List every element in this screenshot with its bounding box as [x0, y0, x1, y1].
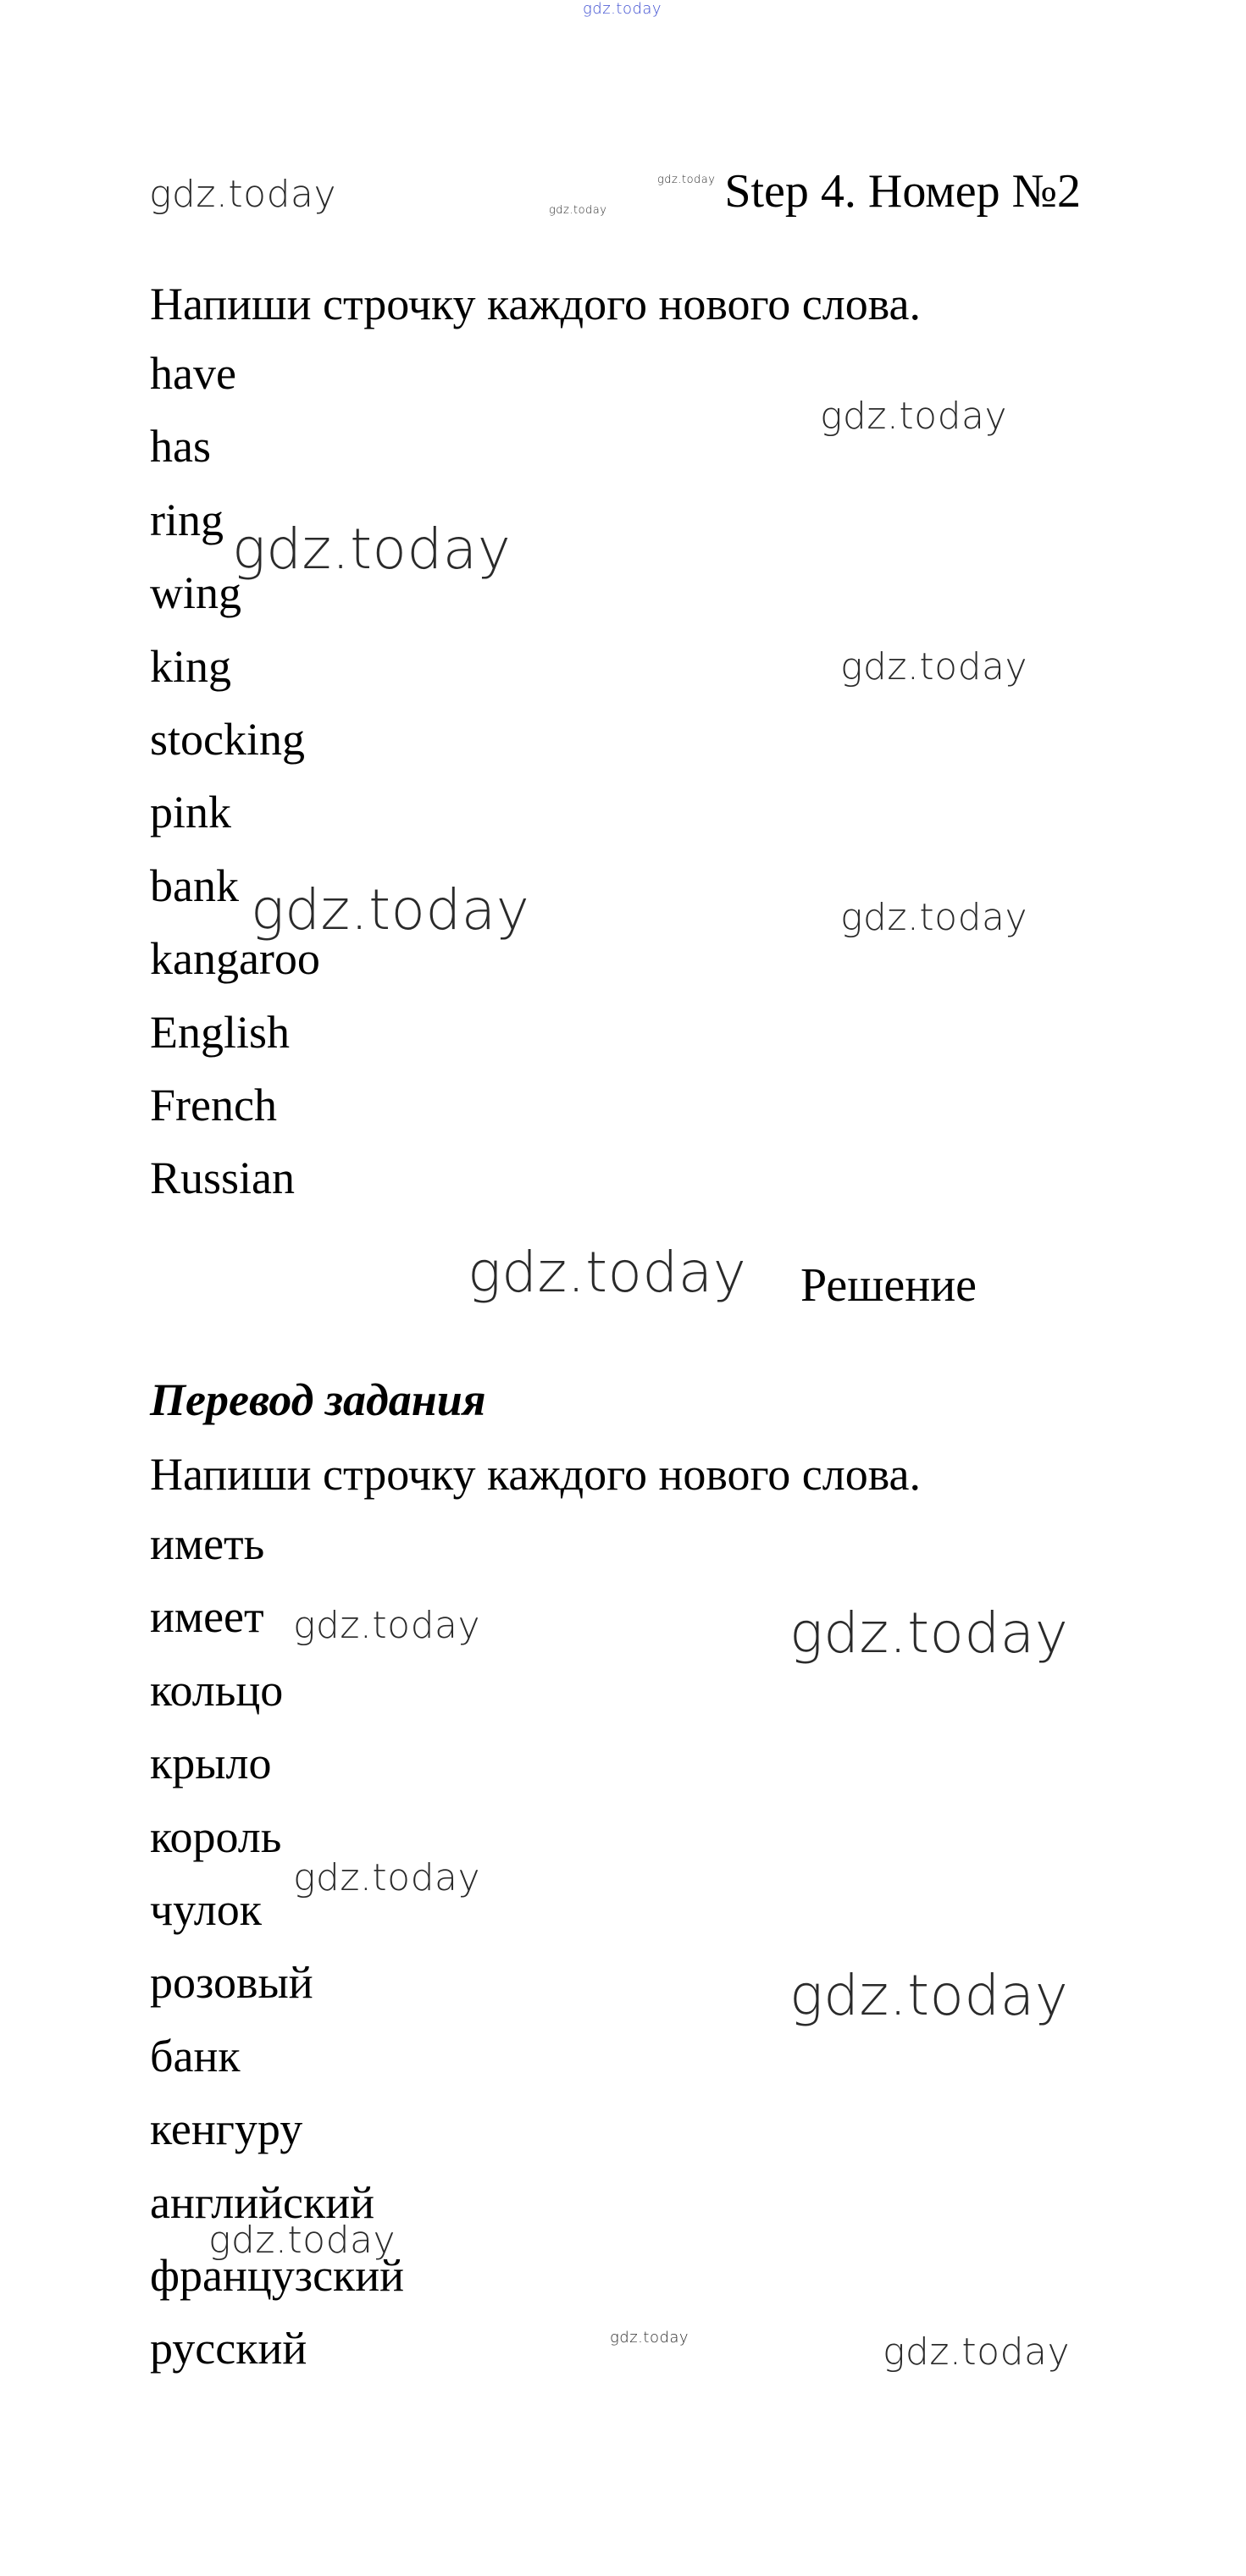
word-item: имеет [150, 1591, 264, 1643]
watermark: gdz.today [549, 204, 607, 217]
watermark: gdz.today [883, 2330, 1071, 2374]
page-title: Step 4. Номер №2 [724, 165, 1081, 218]
word-item: have [150, 348, 236, 399]
word-item: король [150, 1810, 282, 1862]
watermark: gdz.today [583, 0, 662, 18]
word-item: has [150, 421, 211, 473]
task-instruction: Напиши строчку каждого нового слова. [150, 279, 921, 329]
word-item: чулок [150, 1883, 262, 1935]
watermark: gdz.today [149, 173, 337, 216]
watermark: gdz.today [293, 1604, 481, 1647]
watermark: gdz.today [208, 2219, 396, 2262]
word-item: французский [150, 2249, 405, 2301]
watermark: gdz.today [232, 517, 512, 582]
watermark: gdz.today [840, 645, 1028, 688]
watermark: gdz.today [840, 896, 1028, 939]
word-item: кенгуру [150, 2103, 303, 2155]
word-item: English [150, 1006, 291, 1058]
watermark: gdz.today [251, 877, 530, 943]
word-item: bank [150, 860, 239, 911]
watermark: gdz.today [293, 1856, 481, 1899]
watermark: gdz.today [468, 1240, 747, 1305]
word-item: английский [150, 2176, 375, 2228]
translation-instruction: Напиши строчку каждого нового слова. [150, 1449, 921, 1500]
watermark: gdz.today [820, 395, 1008, 438]
word-item: розовый [150, 1957, 313, 2009]
watermark: gdz.today [610, 2329, 689, 2347]
word-item: ring [150, 494, 224, 545]
word-item: кольцо [150, 1664, 284, 1716]
watermark: gdz.today [789, 1963, 1069, 2028]
word-item: иметь [150, 1518, 265, 1569]
word-item: русский [150, 2323, 307, 2374]
task-word-list [150, 337, 320, 1215]
word-item: wing [150, 567, 241, 619]
word-item: крыло [150, 1738, 272, 1789]
word-item: pink [150, 787, 232, 838]
word-item: stocking [150, 713, 305, 765]
watermark: gdz.today [789, 1600, 1069, 1666]
word-item: Russian [150, 1153, 296, 1204]
word-item: king [150, 640, 232, 692]
word-item: банк [150, 2030, 241, 2081]
translation-title: Перевод задания [150, 1374, 486, 1425]
watermark: gdz.today [657, 174, 716, 186]
solution-label: Решение [800, 1259, 977, 1312]
word-item: French [150, 1079, 277, 1130]
word-item: kangaroo [150, 933, 320, 985]
